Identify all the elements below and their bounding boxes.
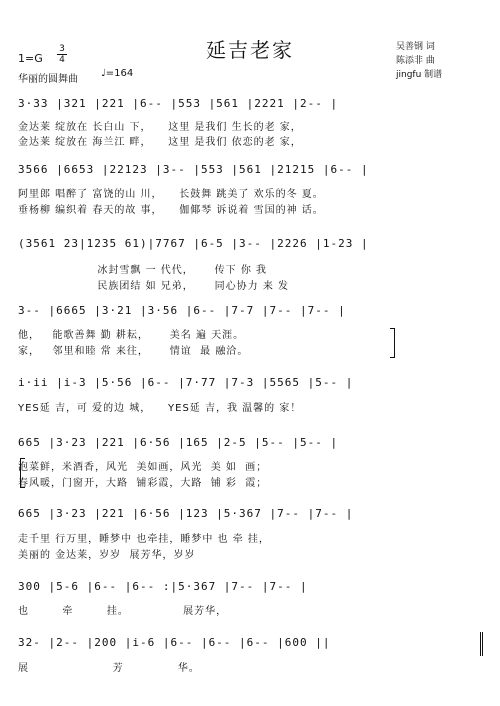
- time-signature-top: 3: [59, 44, 65, 54]
- lyrics-system-2-verse-2: 垂杨柳 编织着 春天的故 事， 伽倻琴 诉说着 雪国的神 话。: [18, 205, 324, 216]
- lyrics-system-3-verse-1: 冰封雪飘 一 代代， 传下 你 我: [18, 265, 268, 276]
- key-signature: 1=G: [18, 52, 43, 65]
- notes-system-5: i·ii |i-3 |5·56 |6-- |7·77 |7-3 |5565 |5-- |: [18, 376, 354, 389]
- lyrics-system-5: YES延 吉，可 爱的边 城， YES延 吉，我 温馨的 家！: [18, 403, 302, 414]
- lyrics-system-3-verse-2: 民族团结 如 兄弟， 同心协力 来 发: [18, 281, 290, 292]
- notes-system-2: 3566 |6653 |22123 |3-- |553 |561 |21215 |6-- |: [18, 163, 369, 176]
- notes-system-8: 300 |5-6 |6-- |6-- :|5·367 |7-- |7-- |: [18, 580, 308, 593]
- lyrics-system-1-verse-2: 金达莱 绽放在 海兰江 畔， 这里 是我们 依恋的老 家，: [18, 137, 302, 148]
- lyrics-system-2-verse-1: 阿里郎 唱醉了 富饶的山 川， 长鼓舞 跳美了 欢乐的冬 夏。: [18, 189, 324, 200]
- lyrics-system-7-verse-2: 美丽的 金达莱，岁岁 展芳华，岁岁: [18, 550, 196, 561]
- notes-system-7: 665 |3·23 |221 |6·56 |123 |5·367 |7-- |7-- |: [18, 507, 354, 520]
- lyrics-system-8: 也 牵 挂。 展芳华，: [18, 606, 228, 617]
- verse-bracket-left: [20, 458, 25, 488]
- notes-system-4: 3-- |6665 |3·21 |3·56 |6-- |7-7 |7-- |7-- |: [18, 304, 346, 317]
- time-signature-bottom: 4: [57, 54, 67, 65]
- credits: [396, 40, 486, 82]
- lyrics-system-6-verse-2: 春风暖，门窗开，大路 铺彩霞，大路 铺 彩 霞；: [18, 478, 268, 489]
- lyrics-system-4-verse-2: 家， 邻里和睦 常 来往， 情谊 最 融洽。: [18, 346, 249, 357]
- style-marking: 华丽的圆舞曲: [18, 74, 78, 85]
- time-signature: [57, 44, 67, 65]
- song-title: 延吉老家: [206, 38, 294, 62]
- tempo-marking: ♩=164: [101, 68, 134, 79]
- notes-system-6: 665 |3·23 |221 |6·56 |165 |2-5 |5-- |5-- |: [18, 436, 339, 449]
- notes-system-1: 3·33 |321 |221 |6-- |553 |561 |2221 |2-- |: [18, 97, 339, 110]
- transcriber-credit: jingfu 制谱: [396, 70, 443, 80]
- notes-system-3: (3561 23|1235 61)|7767 |6-5 |3-- |2226 |1-23 |: [18, 237, 369, 250]
- lyrics-system-4-verse-1: 他， 能歌善舞 勤 耕耘， 美名 遍 天涯。: [18, 330, 245, 341]
- lyrics-system-9: 展 芳 华。: [18, 663, 200, 674]
- verse-bracket-right: [390, 328, 395, 358]
- lyrics-system-6-verse-1: 泡菜鲜，米酒香，风光 美如画，风光 美 如 画；: [18, 462, 268, 473]
- lyricist-credit: 吴善钢 词: [396, 42, 435, 52]
- lyrics-system-1-verse-1: 金达莱 绽放在 长白山 下， 这里 是我们 生长的老 家，: [18, 122, 302, 133]
- notes-system-9: 32- |2-- |200 |i-6 |6-- |6-- |6-- |600 ||: [18, 636, 331, 649]
- final-barline: [480, 632, 483, 656]
- composer-credit: 陈添非 曲: [396, 56, 435, 66]
- lyrics-system-7-verse-1: 走千里 行万里，睡梦中 也牵挂，睡梦中 也 牵 挂，: [18, 534, 270, 545]
